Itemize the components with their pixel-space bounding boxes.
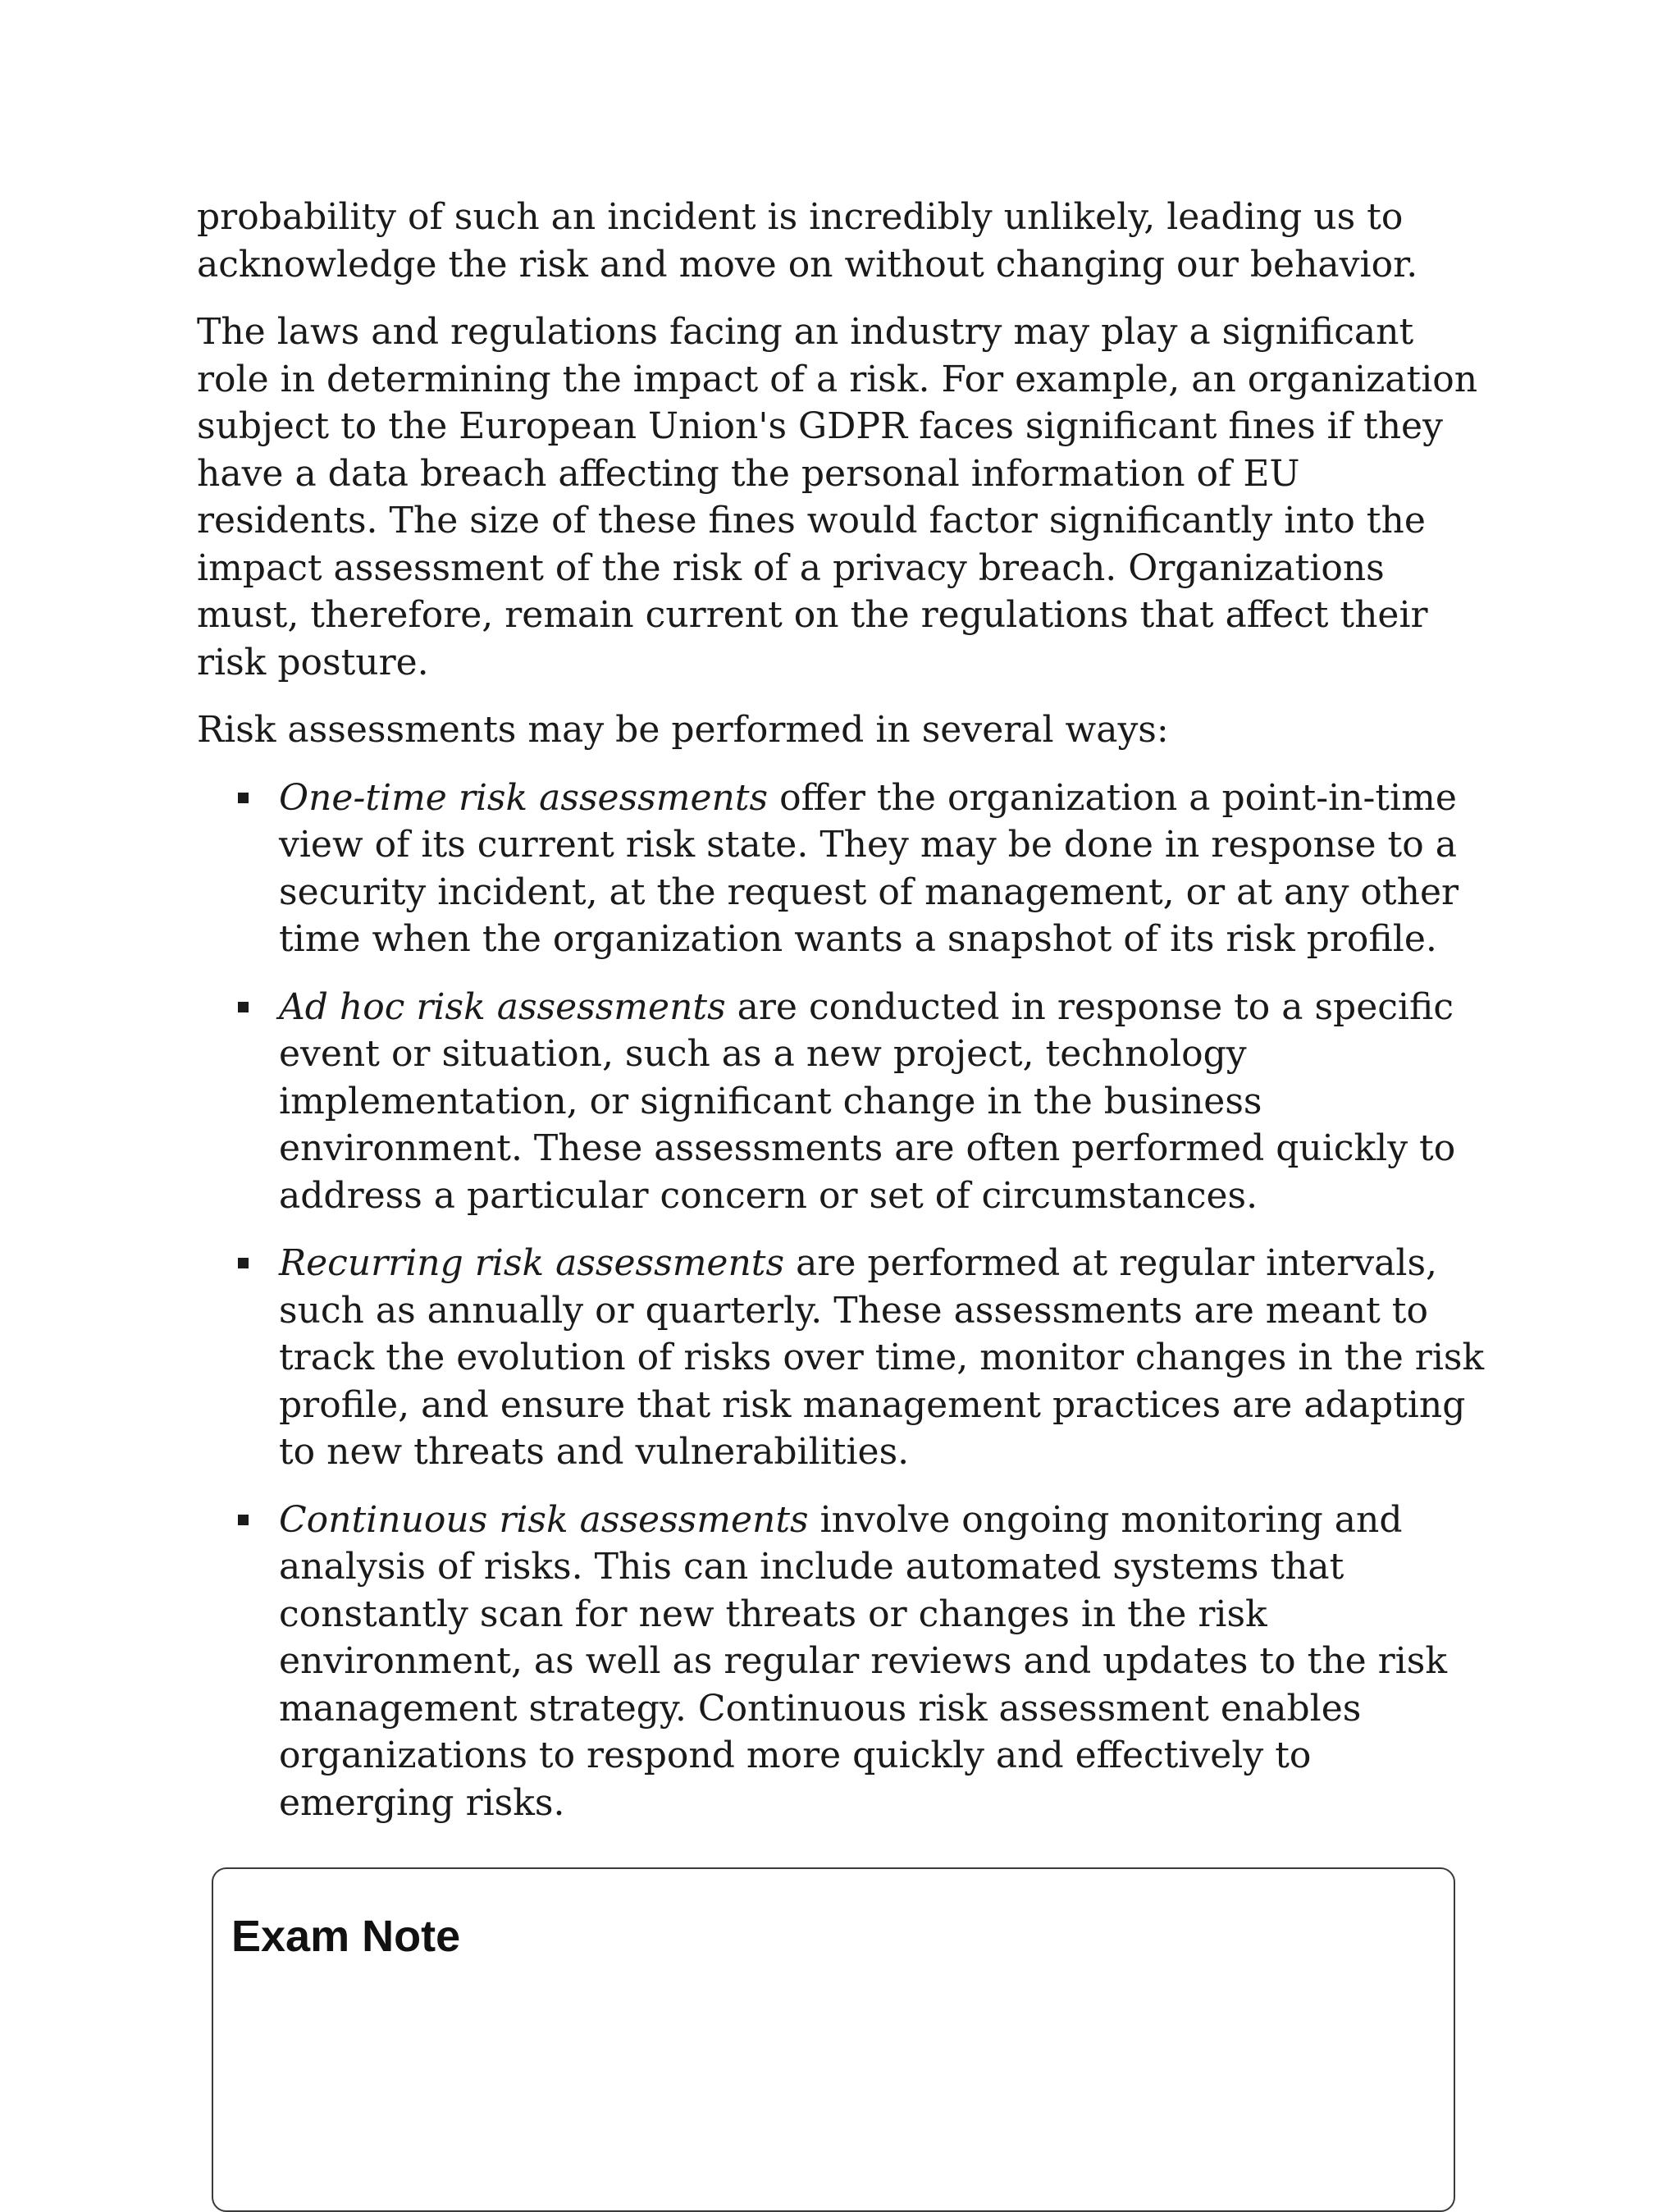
list-item-continuous xyxy=(279,1497,1485,1827)
list-item-recurring xyxy=(279,1240,1485,1476)
square-bullet-icon xyxy=(238,793,249,803)
paragraph-assessment-intro: Risk assessments may be performed in several ways: xyxy=(197,709,1169,751)
assessment-types-list xyxy=(197,775,1485,1827)
list-item-ad-hoc xyxy=(279,984,1485,1220)
description-one-time: offer the organization a point-in-time view of its current risk state. They may be done in response to a security incident, at the request of management, or at any other time when the organization wants a snapshot of its risk profile. xyxy=(279,776,1459,960)
exam-note-box xyxy=(212,1867,1455,2212)
description-continuous: involve ongoing monitoring and analysis of risks. This can include automated systems that constantly scan for new threats or changes in the risk environment, as well as regular reviews and updates to the risk management strategy. Continuous risk assessment enables organizations to respond more quickly and effectively to emerging risks. xyxy=(279,1498,1447,1824)
square-bullet-icon xyxy=(238,1258,249,1268)
description-recurring: are performed at regular intervals, such as annually or quarterly. These assessments are meant to track the evolution of risks over time, monitor changes in the risk profile, and ensure that risk management practices are adapting to new threats and vulnerabilities. xyxy=(279,1242,1485,1473)
page-body xyxy=(197,194,1485,1847)
list-item-one-time xyxy=(279,775,1485,963)
paragraph-probability: probability of such an incident is incredibly unlikely, leading us to acknowledge the risk and move on without changing our behavior. xyxy=(197,196,1418,286)
description-ad-hoc: are conducted in response to a specific event or situation, such as a new project, technology implementation, or significant change in the business environment. These assessments are often performed quickly to address a particular concern or set of circumstances. xyxy=(279,985,1456,1217)
paragraph-laws-regulations: The laws and regulations facing an industry may play a significant role in determining the impact of a risk. For example, an organization subject to the European Union's GDPR faces significant fines if they have a data breach affecting the personal information of EU residents. The size of these fines would factor significantly into the impact assessment of the risk of a privacy breach. Organizations must, therefore, remain current on the regulations that affect their risk posture. xyxy=(197,311,1478,683)
term-ad-hoc: Ad hoc risk assessments xyxy=(279,985,726,1028)
exam-note-title: Exam Note xyxy=(231,1912,461,1961)
term-one-time: One-time risk assessments xyxy=(279,776,769,819)
square-bullet-icon xyxy=(238,1002,249,1012)
term-continuous: Continuous risk assessments xyxy=(279,1498,809,1541)
square-bullet-icon xyxy=(238,1515,249,1525)
term-recurring: Recurring risk assessments xyxy=(279,1242,785,1284)
